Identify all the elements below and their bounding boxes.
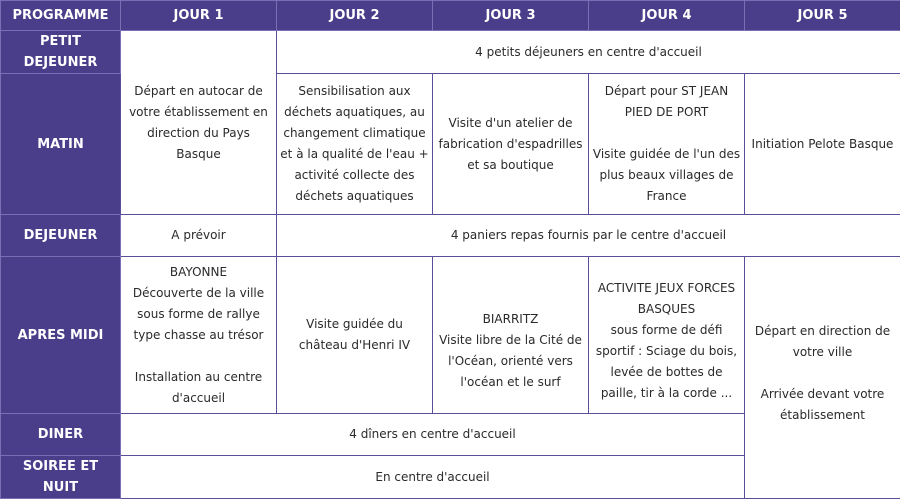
apres-midi-jour4-cell [589, 257, 745, 414]
row-label-matin: MATIN [1, 74, 121, 215]
matin-jour4-text: Visite guidée de l'un des plus beaux villages de France [592, 144, 741, 207]
dejeuner-jour1-cell: A prévoir [121, 215, 277, 257]
matin-jour2-cell [277, 74, 433, 215]
apres-midi-jour5-text: Départ en direction de votre ville [748, 321, 897, 363]
apres-midi-jour5-spacer [748, 363, 897, 384]
matin-jour4-spacer [592, 123, 741, 144]
apres-midi-jour1-spacer [124, 346, 273, 367]
apres-midi-jour1-extra: Installation au centre d'accueil [124, 367, 273, 409]
apres-midi-jour5-cell [745, 257, 900, 499]
apres-midi-jour1-title: BAYONNE [124, 262, 273, 283]
header-jour-4: JOUR 4 [589, 1, 745, 31]
diner-merged-cell: 4 dîners en centre d'accueil [121, 414, 745, 456]
header-programme: PROGRAMME [1, 1, 121, 31]
petit-dejeuner-merged-cell: 4 petits déjeuners en centre d'accueil [277, 31, 900, 74]
row-label-dejeuner: DEJEUNER [1, 215, 121, 257]
apres-midi-jour4-text: sous forme de défi sportif : Sciage du bois, levée de bottes de paille, tir à la corde ... [592, 320, 741, 404]
row-label-petit-dejeuner [1, 31, 121, 74]
header-jour-5: JOUR 5 [745, 1, 900, 31]
header-row [1, 1, 900, 31]
row-label-petit-dejeuner-text: PETIT DEJEUNER [4, 31, 117, 73]
apres-midi-jour5-extra: Arrivée devant votre établissement [748, 384, 897, 426]
apres-midi-jour1-cell [121, 257, 277, 414]
matin-jour5-cell: Initiation Pelote Basque [745, 74, 900, 215]
matin-jour1-text: Départ en autocar de votre établissement en direction du Pays Basque [129, 84, 268, 161]
soiree-merged-cell: En centre d'accueil [121, 456, 745, 499]
row-apres-midi [1, 257, 900, 414]
apres-midi-jour2-cell: Visite guidée du château d'Henri IV [277, 257, 433, 414]
matin-jour1-cell [121, 31, 277, 215]
apres-midi-jour3-text: Visite libre de la Cité de l'Océan, orienté vers l'océan et le surf [436, 330, 585, 393]
apres-midi-jour4-title: ACTIVITE JEUX FORCES BASQUES [592, 278, 741, 320]
apres-midi-jour3-title: BIARRITZ [436, 309, 585, 330]
header-jour-3: JOUR 3 [433, 1, 589, 31]
matin-jour4-title: Départ pour ST JEAN PIED DE PORT [592, 81, 741, 123]
header-jour-1: JOUR 1 [121, 1, 277, 31]
matin-jour2-text: Sensibilisation aux déchets aquatiques, au changement climatique et à la qualité de l'eau + activité collecte des déchets aquatiques [280, 84, 428, 203]
dejeuner-merged-cell: 4 paniers repas fournis par le centre d'accueil [277, 215, 900, 257]
row-label-soiree: SOIREE ET NUIT [1, 456, 121, 499]
row-label-diner: DINER [1, 414, 121, 456]
matin-jour3-text: Visite d'un atelier de fabrication d'espadrilles et sa boutique [439, 116, 583, 172]
apres-midi-jour3-cell [433, 257, 589, 414]
matin-jour4-cell [589, 74, 745, 215]
header-jour-2: JOUR 2 [277, 1, 433, 31]
row-petit-dejeuner [1, 31, 900, 74]
matin-jour3-cell [433, 74, 589, 215]
row-dejeuner [1, 215, 900, 257]
row-label-apres-midi: APRES MIDI [1, 257, 121, 414]
apres-midi-jour1-text: Découverte de la ville sous forme de rallye type chasse au trésor [124, 283, 273, 346]
